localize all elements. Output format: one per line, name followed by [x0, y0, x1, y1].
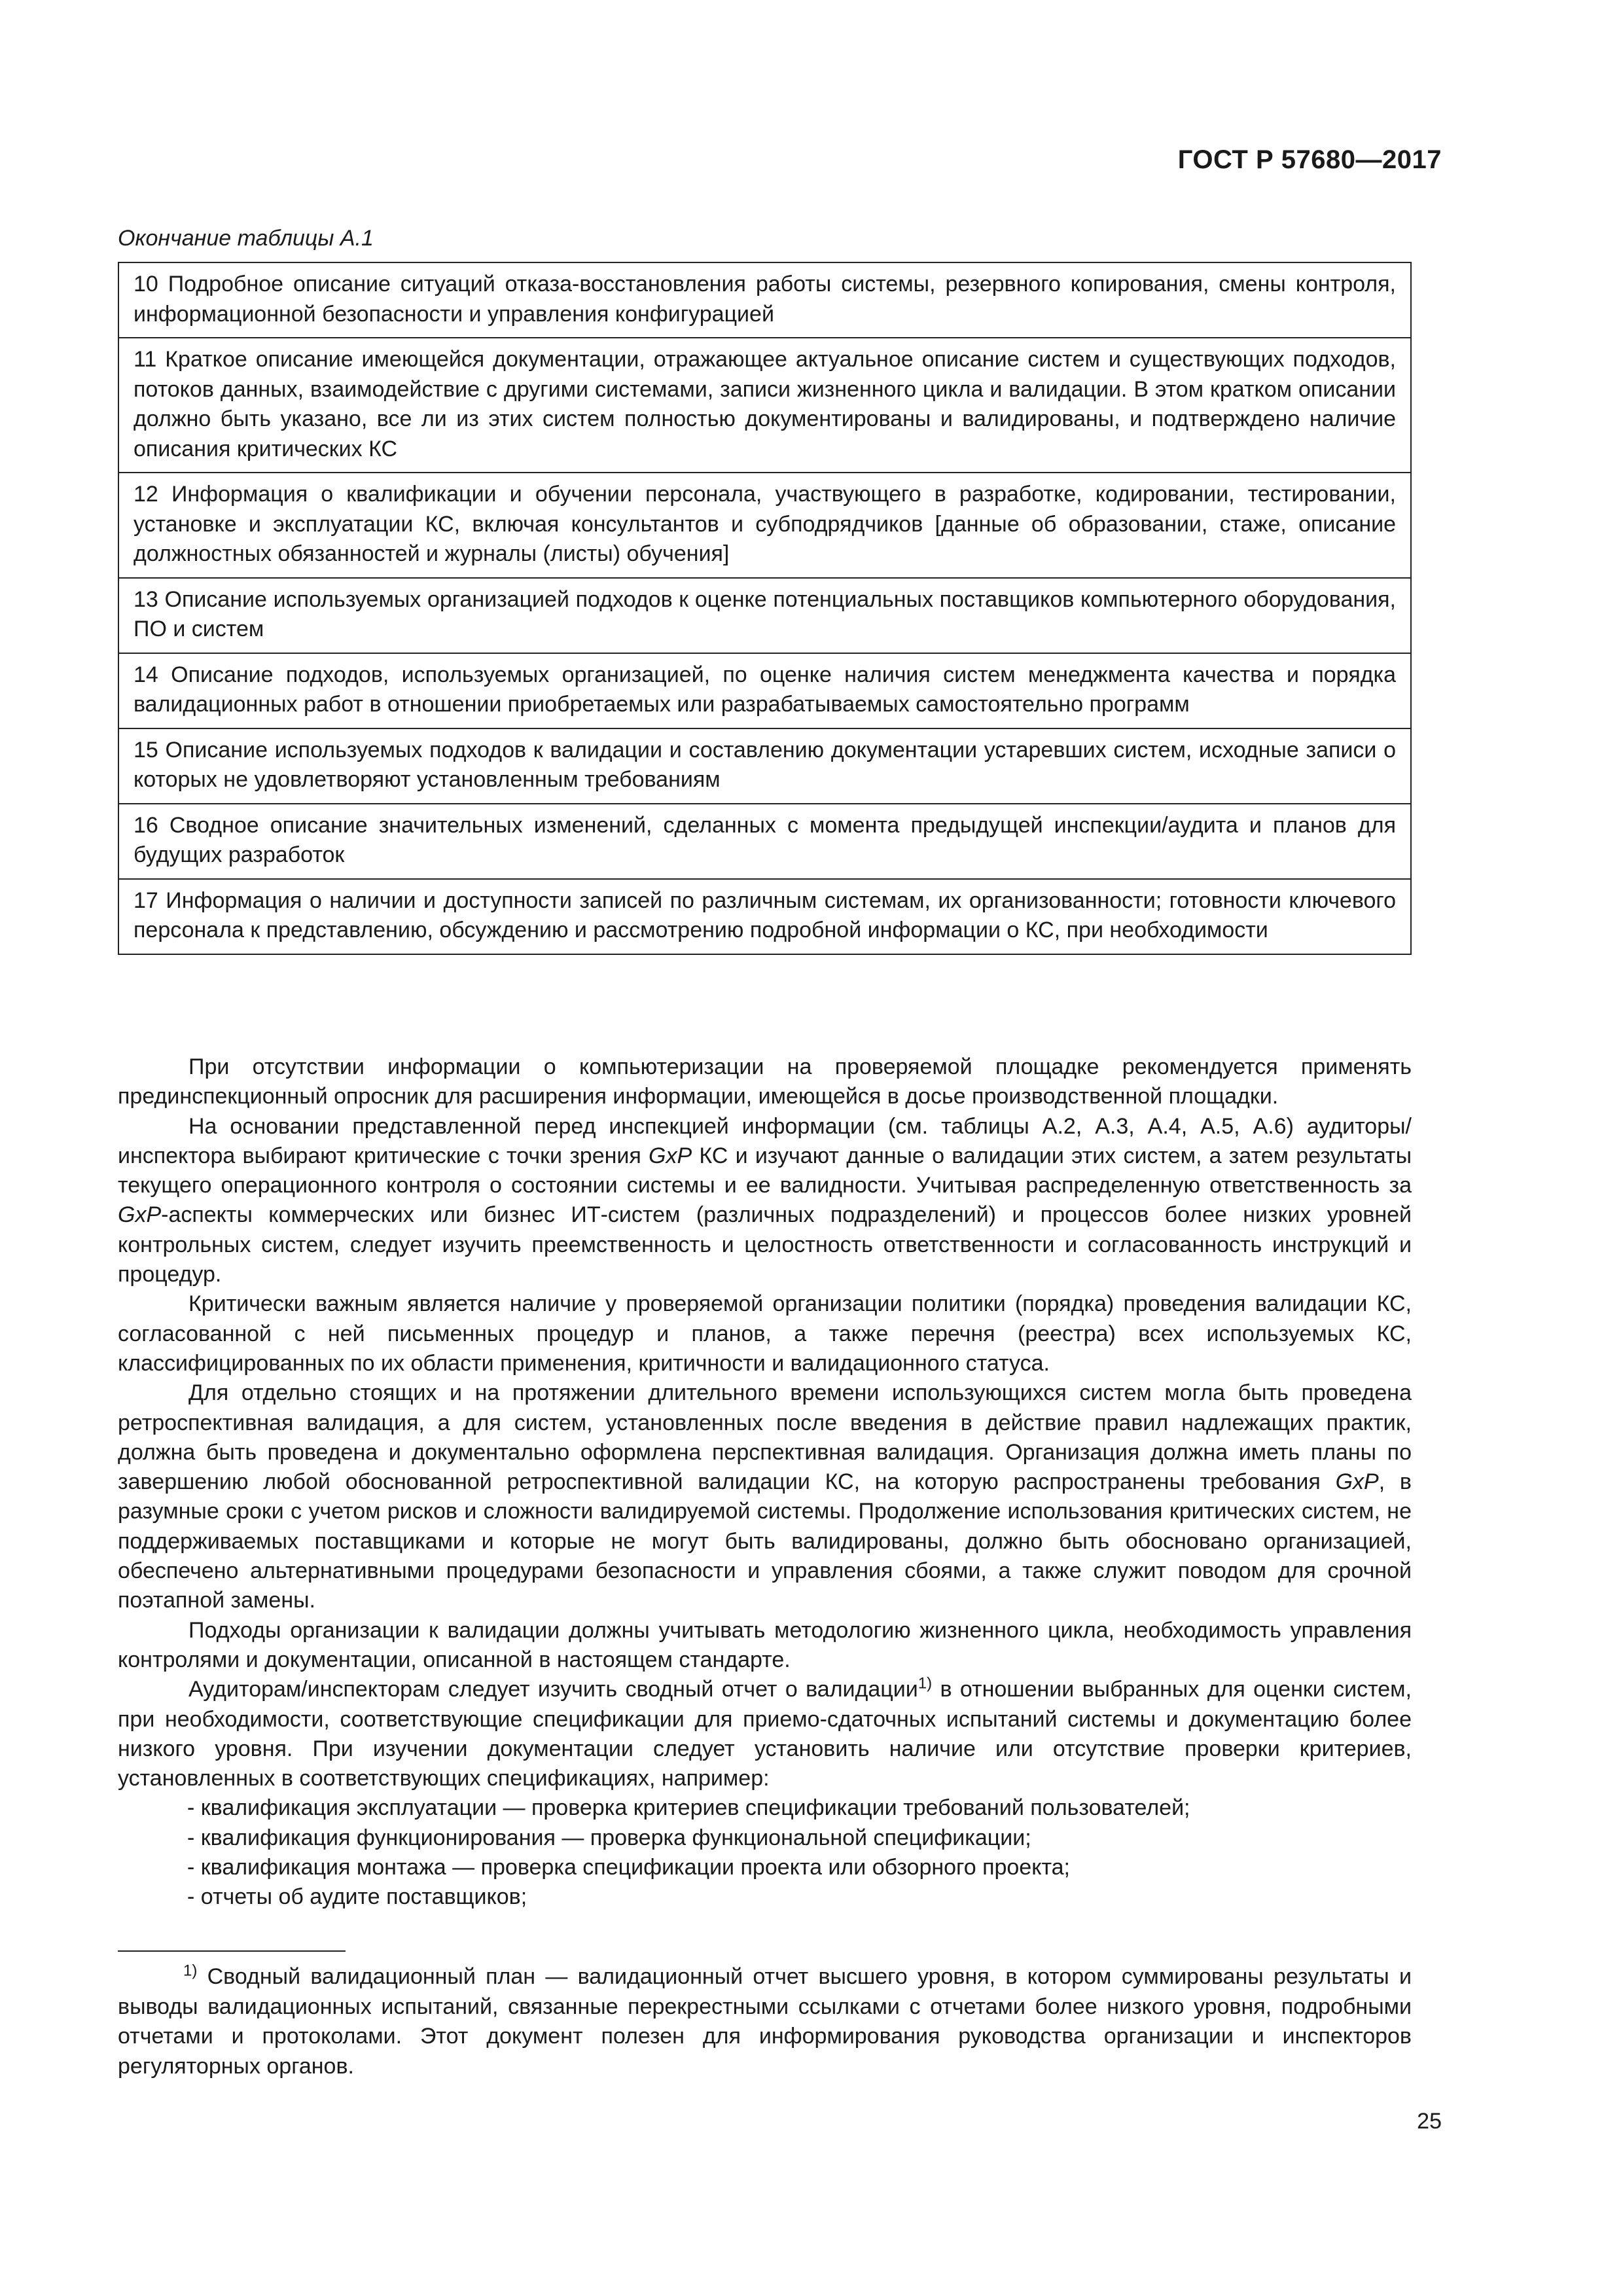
table-row [118, 804, 1411, 879]
table-row [118, 653, 1411, 728]
list-item: - квалификация функционирования — проверка функциональной спецификации; [118, 1823, 1412, 1853]
body-text [118, 1052, 1412, 1912]
paragraph: При отсутствии информации о компьютеризации на проверяемой площадке рекомендуется применять прединспекционный опросник для расширения информации, имеющейся в досье производственной площадки. [118, 1054, 1412, 1109]
list-item: - квалификация монтажа — проверка спецификации проекта или обзорного проекта; [118, 1853, 1412, 1882]
table-row [118, 578, 1411, 653]
table-cell: 13 Описание используемых организацией подходов к оценке потенциальных поставщиков компьютерного оборудования, ПО и систем [118, 578, 1411, 653]
table-caption: Окончание таблицы А.1 [118, 226, 374, 251]
table-row [118, 728, 1411, 804]
table-cell: 12 Информация о квалификации и обучении персонала, участвующего в разработке, кодировании, тестировании, установке и эксплуатации КС, включая консультантов и субподрядчиков [данные об образовании, стаже, описание должностных обязанностей и журналы (листы) обучения] [118, 473, 1411, 578]
table-cell: 15 Описание используемых подходов к валидации и составлению документации устаревших систем, исходные записи о которых не удовлетворяют установленным требованиям [118, 728, 1411, 804]
table-cell: 17 Информация о наличии и доступности записей по различным системам, их организованности; готовности ключевого персонала к представлению, обсуждению и рассмотрению подробной информации о КС, при необходимости [118, 879, 1411, 954]
paragraph: Для отдельно стоящих и на протяжении длительного времени использующихся систем могла быть проведена ретроспективная валидация, а для систем, установленных после введения в действие правил надлежащих практик, должна быть проведена и документально оформлена перспективная валидация. Организация должна иметь планы по завершению любой обоснованной ретроспективной валидации КС, на которую распространены требования GxP, в разумные сроки с учетом рисков и сложности валидируемой системы. Продолжение использования критических систем, не поддерживаемых поставщиками и которые не могут быть валидированы, должно быть обосновано организацией, обеспечено альтернативными процедурами безопасности и управления сбоями, а также служит поводом для срочной поэтапной замены. [118, 1380, 1412, 1613]
footnote-reference: 1) [918, 1674, 933, 1693]
page-number: 25 [1417, 2109, 1442, 2134]
footnote-divider [118, 1950, 346, 1952]
document-header: ГОСТ Р 57680—2017 [1177, 145, 1442, 174]
paragraph: Критически важным является наличие у проверяемой организации политики (порядка) проведения валидации КС, согласованной с ней письменных процедур и планов, а также перечня (реестра) всех используемых КС, классифицированных по их области применения, критичности и валидационного статуса. [118, 1291, 1412, 1376]
list-item: - отчеты об аудите поставщиков; [118, 1882, 1412, 1912]
criteria-list [118, 1793, 1412, 1912]
gxp-term: GxP [1335, 1469, 1379, 1495]
table-cell: 11 Краткое описание имеющейся документации, отражающее актуальное описание систем и существующих подходов, потоков данных, взаимодействие с другими системами, записи жизненного цикла и валидации. В этом кратком описании должно быть указано, все ли из этих систем полностью документированы и валидированы, и подтверждено наличие описания критических КС [118, 338, 1411, 473]
footnote [118, 1962, 1412, 2081]
list-item: - квалификация эксплуатации — проверка критериев спецификации требований пользователей; [118, 1793, 1412, 1823]
footnote-text: Сводный валидационный план — валидационный отчет высшего уровня, в котором суммированы результаты и выводы валидационных испытаний, связанные перекрестными ссылками с отчетами более низкого уровня, подробными отчетами и протоколами. Этот документ полезен для информирования руководства организации и инспекторов регуляторных органов. [118, 1964, 1412, 2079]
table-row [118, 473, 1411, 578]
table-row [118, 262, 1411, 338]
table-cell: 10 Подробное описание ситуаций отказа-восстановления работы системы, резервного копирования, смены контроля, информационной безопасности и управления конфигурацией [118, 262, 1411, 338]
footnote-mark: 1) [183, 1962, 198, 1980]
gxp-term: GxP [118, 1202, 162, 1228]
table-row [118, 879, 1411, 954]
table-cell: 14 Описание подходов, используемых организацией, по оценке наличия систем менеджмента качества и порядка валидационных работ в отношении приобретаемых или разрабатываемых самостоятельно программ [118, 653, 1411, 728]
paragraph: На основании представленной перед инспекцией информации (см. таблицы А.2, А.3, А.4, А.5, А.6) аудиторы/инспектора выбирают критические с точки зрения GxP КС и изучают данные о валидации этих систем, а затем результаты текущего операционного контроля о состоянии системы и ее валидности. Учитывая распределенную ответственность за GxP-аспекты коммерческих или бизнес ИТ-систем (различных подразделений) и процессов более низких уровней контрольных систем, следует изучить преемственность и целостность ответственности и согласованность инструкций и процедур. [118, 1113, 1412, 1287]
gxp-term: GxP [649, 1143, 692, 1168]
table-row [118, 338, 1411, 473]
paragraph: Подходы организации к валидации должны учитывать методологию жизненного цикла, необходимость управления контролями и документации, описанной в настоящем стандарте. [118, 1617, 1412, 1672]
table-cell: 16 Сводное описание значительных изменений, сделанных с момента предыдущей инспекции/аудита и планов для будущих разработок [118, 804, 1411, 879]
requirements-table [118, 262, 1412, 955]
paragraph: Аудиторам/инспекторам следует изучить сводный отчет о валидации$^{1)}$ в отношении выбранных для оценки систем, при необходимости, соответствующие спецификации для приемо-сдаточных испытаний системы и документацию более низкого уровня. При изучении документации следует установить наличие или отсутствие проверки критериев, установленных в соответствующих спецификациях, например: [118, 1674, 1412, 1791]
